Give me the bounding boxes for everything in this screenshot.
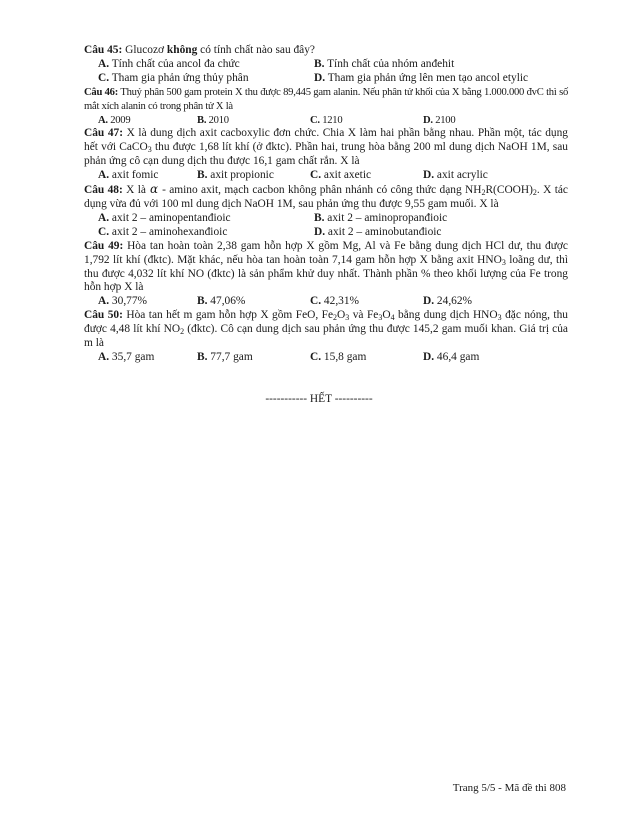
question-49-options — [84, 295, 568, 309]
option-a[interactable]: A. Tính chất của ancol đa chức — [98, 57, 240, 70]
option-b[interactable]: B. 47,06% — [197, 295, 246, 308]
alpha-symbol: α — [149, 182, 159, 197]
option-b[interactable]: B. 77,7 gam — [197, 350, 253, 363]
question-45-emphasis: không — [166, 44, 198, 56]
option-c[interactable]: C. Tham gia phản ứng thủy phân — [98, 71, 249, 84]
option-c[interactable]: C. 1210 — [310, 114, 343, 126]
question-47-options — [84, 169, 568, 183]
option-b[interactable]: B. axit propionic — [197, 169, 274, 182]
question-50-label: Câu 50: — [84, 309, 123, 322]
question-45-options — [84, 58, 568, 86]
question-47-stem: Câu 47: X là dung dịch axit cacboxylic đơn chức. Chia X làm hai phần bằng nhau. Phần một, tác dụng hết với CaCO$_3$ thu được 1,68 lít khí (ở đktc). Phần hai, trung hòa bằng 200 ml dung dịch NaOH 1M, sau phản ứng cô cạn dung dịch thu được 16,1 gam chất rắn. X là — [84, 127, 568, 168]
question-48-options — [84, 212, 568, 240]
option-d[interactable]: D. Tham gia phản ứng lên men tạo ancol etylic — [314, 71, 529, 84]
question-46-stem: Câu 46: Thuỷ phân 500 gam protein X thu được 89,445 gam alanin. Nếu phân tử khối của X bằng 1.000.000 đvC thì số mắt xích alanin có trong phân tử X là — [84, 86, 568, 112]
option-c[interactable]: C. 42,31% — [310, 295, 360, 308]
option-b[interactable]: B. Tính chất của nhóm anđehit — [314, 57, 455, 70]
option-d[interactable]: D. axit 2 – aminobutanđioic — [314, 225, 442, 238]
question-50-stem: Câu 50: Hòa tan hết m gam hỗn hợp X gồm FeO, $Fe_2O_3$ và $Fe_3O_4$ bằng dung dịch $HNO_3$ đặc nóng, thu được 4,48 lít khí $NO_2$ (đktc). Cô cạn dung dịch sau phản ứng thu được 145,2 gam muối khan. Giá trị của m là — [84, 309, 568, 350]
question-47-label: Câu 47: — [84, 127, 124, 140]
option-d[interactable]: D. 2100 — [423, 114, 456, 126]
question-48 — [84, 183, 568, 240]
page-footer: Trang 5/5 - Mã đề thi 808 — [452, 782, 566, 794]
option-c[interactable]: C. 15,8 gam — [310, 350, 367, 363]
question-46 — [84, 86, 568, 128]
option-a[interactable]: A. 2009 — [98, 114, 131, 126]
option-d[interactable]: D. axit acrylic — [423, 169, 488, 182]
question-49-label: Câu 49: — [84, 239, 124, 252]
option-b[interactable]: B. 2010 — [197, 114, 229, 126]
end-of-exam-marker: ----------- HẾT ---------- — [265, 393, 373, 405]
question-49 — [84, 240, 568, 310]
question-46-label: Câu 46: — [84, 86, 119, 98]
option-a[interactable]: A. 30,77% — [98, 295, 148, 308]
question-48-stem: Câu 48: X là α - amino axit, mạch cacbon không phân nhánh có công thức dạng $NH_2R(COOH)_2$. X tác dụng vừa đủ với 100 ml dung dịch NaOH 1M, sau phản ứng thu được 9,55 gam muối. X là — [84, 182, 568, 210]
option-a[interactable]: A. 35,7 gam — [98, 350, 155, 363]
option-d[interactable]: D. 46,4 gam — [423, 350, 480, 363]
question-50 — [84, 309, 568, 365]
option-a[interactable]: A. axit fomic — [98, 169, 159, 182]
option-b[interactable]: B. axit 2 – aminopropanđioic — [314, 211, 448, 224]
option-d[interactable]: D. 24,62% — [423, 295, 473, 308]
question-46-options — [84, 114, 568, 128]
question-48-label: Câu 48: — [84, 184, 123, 197]
question-45 — [84, 44, 568, 86]
option-c[interactable]: C. axit 2 – aminohexanđioic — [98, 225, 228, 238]
option-a[interactable]: A. axit 2 – aminopentanđioic — [98, 211, 231, 224]
question-45-stem: Câu 45: Glucozơ không có tính chất nào sau đây? — [84, 44, 315, 56]
option-c[interactable]: C. axit axetic — [310, 169, 372, 182]
question-47 — [84, 127, 568, 183]
exam-page — [84, 44, 568, 365]
question-45-label: Câu 45: — [84, 44, 123, 56]
question-49-stem: Câu 49: Hòa tan hoàn toàn 2,38 gam hỗn hợp X gồm Mg, Al và Fe bằng dung dịch HCl dư, thu được 1,792 lít khí (đktc). Mặt khác, nếu hòa tan hoàn toàn 7,14 gam hỗn hợp X bằng axit $HNO_3$ loãng dư, thì thu được 4,032 lít khí NO (đktc) là sản phẩm khử duy nhất. Thành phần % theo khối lượng của Fe trong hỗn hợp X là — [84, 239, 568, 294]
question-50-options — [84, 351, 568, 365]
